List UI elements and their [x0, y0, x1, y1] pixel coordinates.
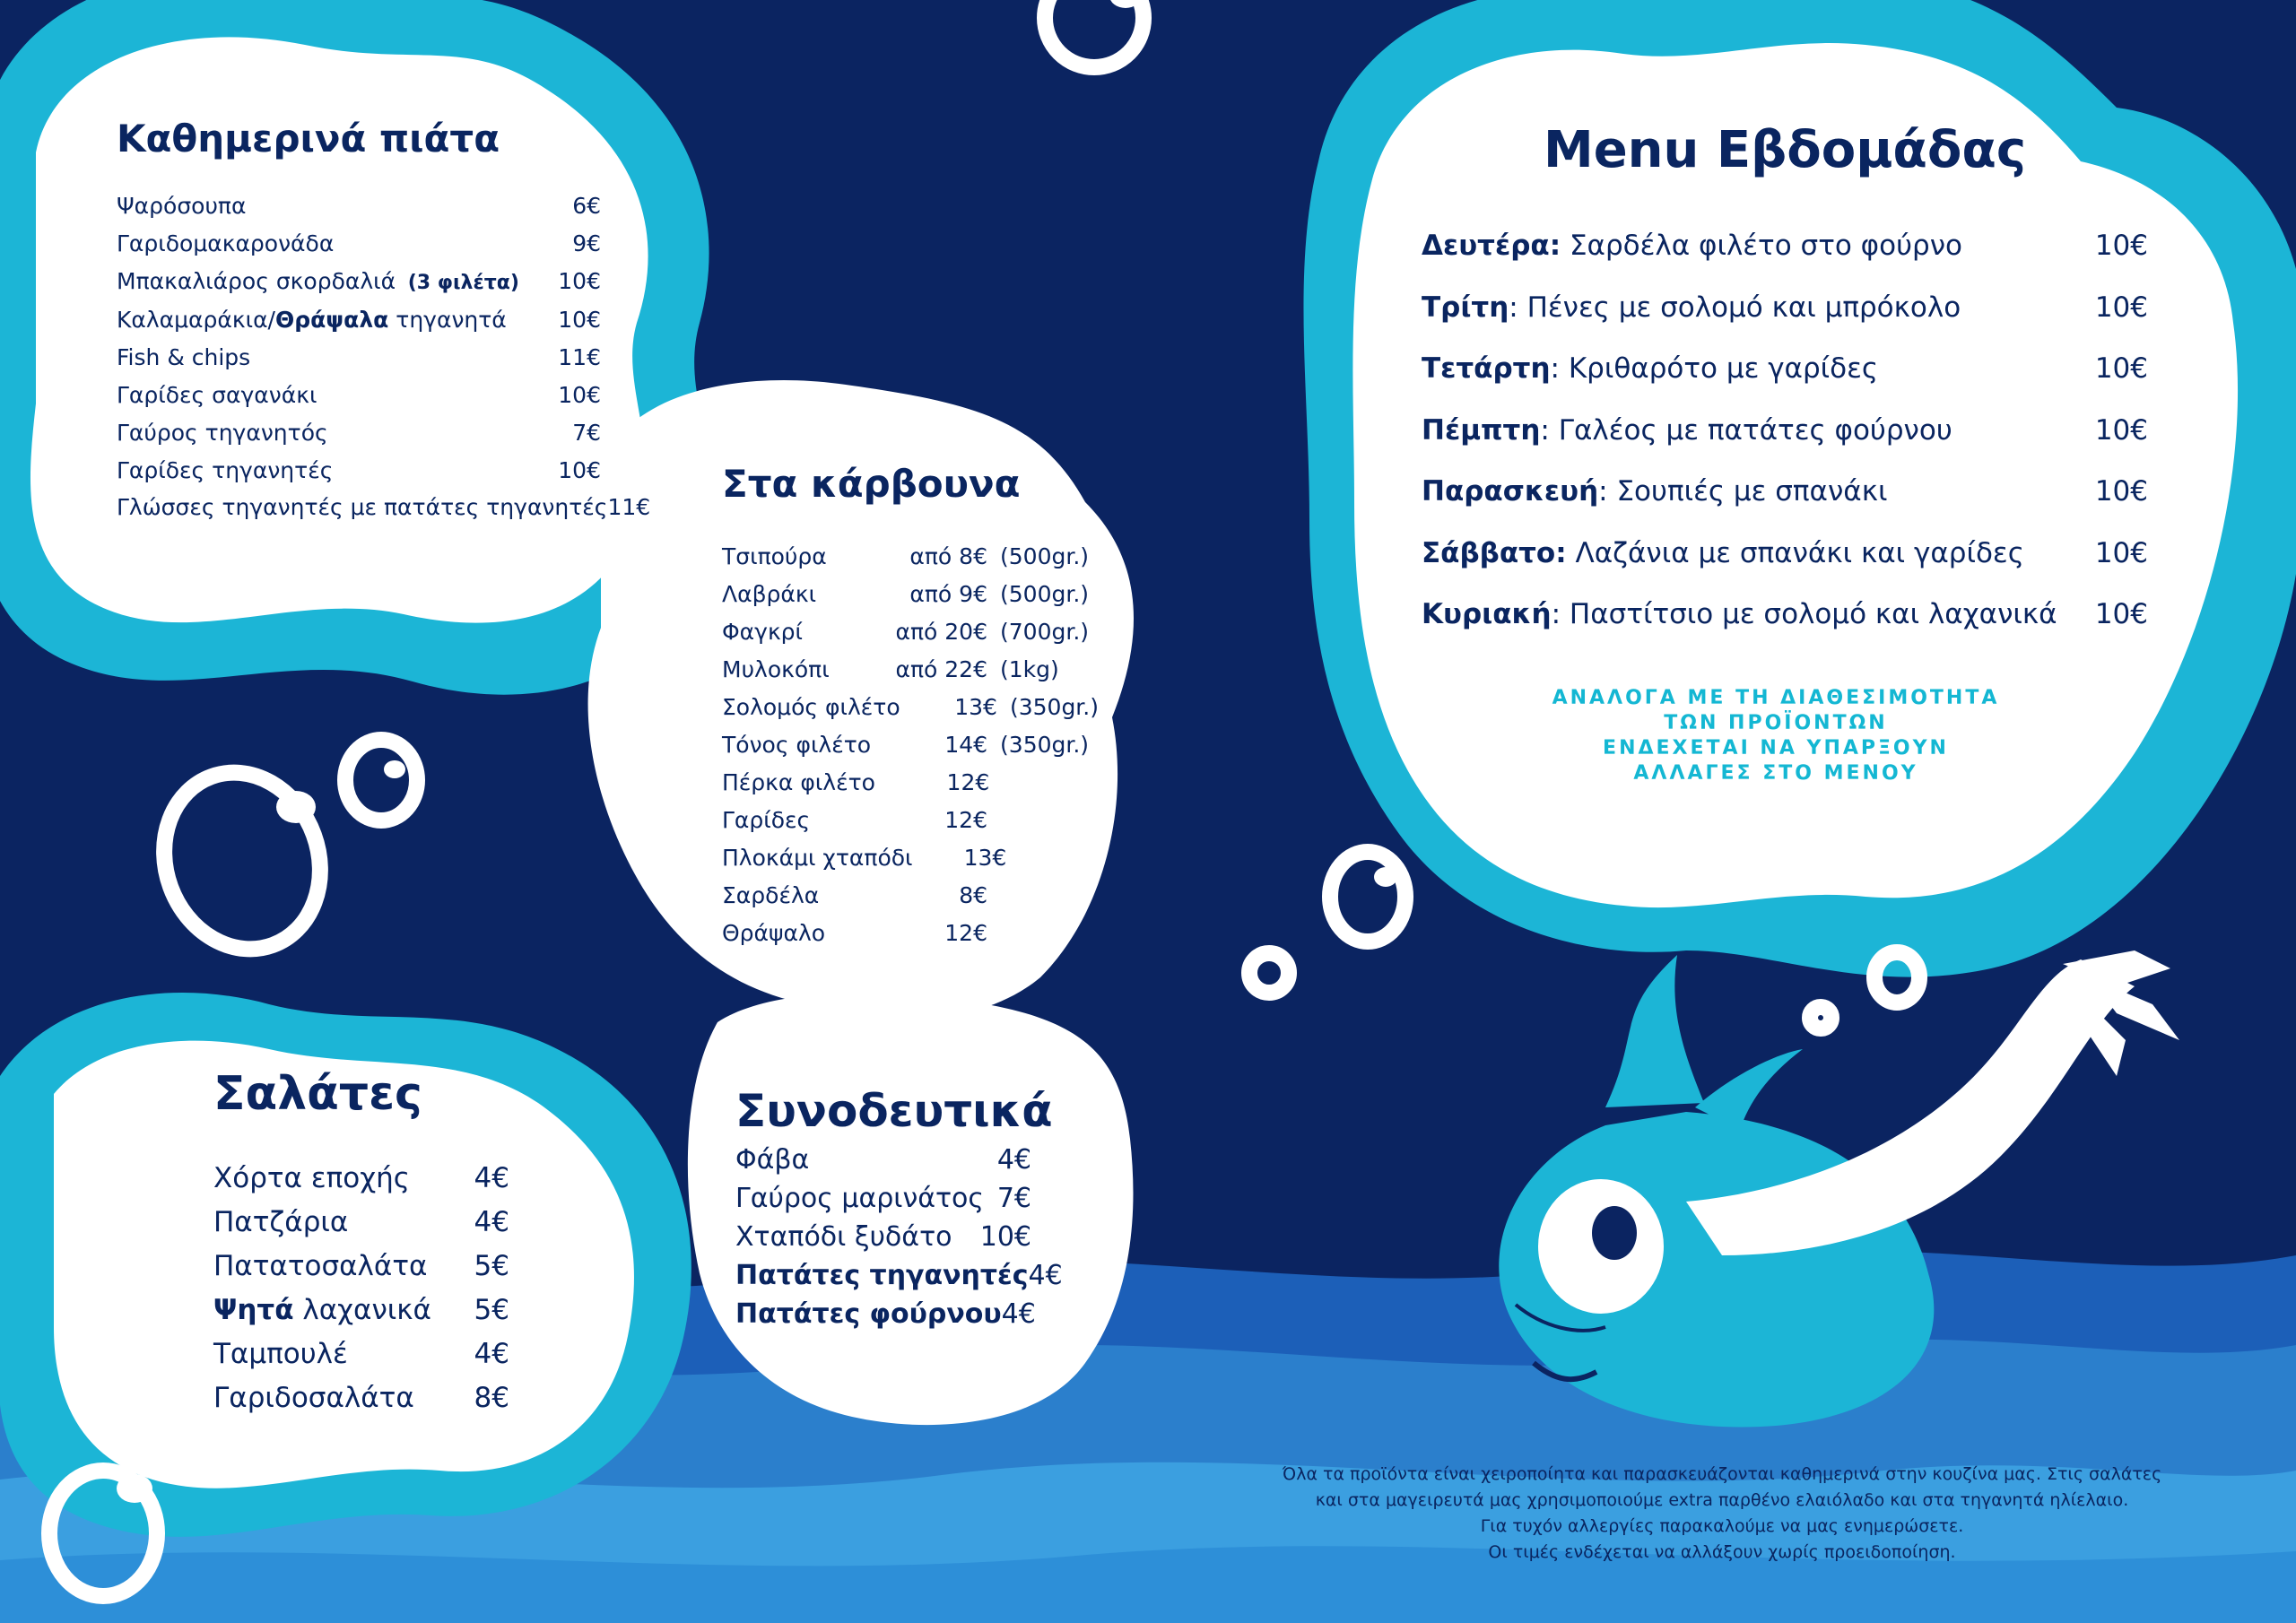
item-price: 5€ — [474, 1294, 509, 1326]
item-price: 10€ — [2094, 598, 2148, 630]
day-label: Τετάρτη — [1422, 352, 1551, 385]
item-price: 7€ — [996, 1183, 1031, 1214]
item-price: 10€ — [2094, 230, 2148, 262]
item-name: Λαβράκι — [722, 581, 817, 607]
item-name: Πλοκάμι χταπόδι — [722, 845, 913, 871]
item-price: από 20€ — [895, 619, 987, 645]
list-item — [735, 1179, 1031, 1218]
item-price: 13€ — [963, 845, 1007, 871]
item-name-bold: Ψητά — [213, 1294, 294, 1326]
list-item — [117, 489, 651, 526]
item-name: Πέμπτη: Γαλέος με πατάτες φούρνου — [1422, 413, 1952, 447]
item-price: 14€ — [944, 732, 988, 758]
list-item — [1422, 584, 2148, 646]
item-name: Fish & chips — [117, 344, 251, 371]
item-price: 4€ — [1028, 1260, 1063, 1291]
list-item — [117, 225, 601, 263]
list-item — [722, 651, 1099, 689]
item-price: 4€ — [474, 1338, 509, 1370]
item-price: 10€ — [558, 456, 601, 483]
item-name: Ψαρόσουπα — [117, 193, 247, 219]
item-price: 10€ — [558, 267, 601, 294]
item-price: 11€ — [607, 494, 651, 521]
item-name: Κυριακή: Παστίτσιο με σολομό και λαχανικά — [1422, 598, 2057, 630]
sides-list — [735, 1141, 1063, 1333]
item-name: Πατάτες τηγανητές — [735, 1260, 1029, 1291]
item-name: Ψητά λαχανικά — [213, 1294, 431, 1326]
item-price: από 8€ — [909, 543, 987, 569]
item-price: 6€ — [572, 193, 601, 219]
item-price: από 9€ — [909, 581, 987, 607]
item-weight: (1kg) — [1000, 656, 1059, 682]
list-item — [722, 689, 1099, 726]
list-item — [722, 538, 1099, 576]
item-price: 8€ — [474, 1382, 509, 1414]
list-item — [722, 802, 1099, 839]
notice-line: ΤΩΝ ΠΡΟΪΟΝΤΩΝ — [1664, 712, 1888, 734]
sides-section — [735, 1085, 1063, 1333]
item-weight: (500gr.) — [1000, 581, 1090, 607]
weekly-section — [1422, 121, 2148, 646]
item-price: 8€ — [959, 882, 987, 908]
list-item — [722, 877, 1099, 915]
list-item — [117, 414, 601, 452]
item-price: 4€ — [474, 1162, 509, 1194]
availability-notice — [1507, 686, 2045, 786]
item-name: Σαρδέλα — [722, 882, 820, 908]
list-item — [117, 377, 601, 414]
item-name: Γαριδομακαρονάδα — [117, 230, 335, 256]
item-name: Τσιπούρα — [722, 543, 827, 569]
item-name: Φαγκρί — [722, 619, 804, 645]
notice-line: ΕΝΔΕΧΕΤΑΙ ΝΑ ΥΠΑΡΞΟΥΝ — [1603, 737, 1949, 759]
item-price: 4€ — [996, 1144, 1031, 1176]
day-label: Παρασκευή — [1422, 475, 1599, 508]
list-item — [213, 1376, 509, 1420]
weekly-title: Menu Εβδομάδας — [1543, 121, 2027, 179]
item-name: Γαύρος τηγανητός — [117, 419, 328, 446]
footer-line: Για τυχόν αλλεργίες παρακαλούμε να μας ενημερώσετε. — [1480, 1516, 1964, 1536]
list-item — [213, 1289, 509, 1332]
list-item — [735, 1256, 1063, 1295]
item-name: Γαρίδες τηγανητές — [117, 456, 334, 483]
list-item — [722, 576, 1099, 613]
footer-line: και στα μαγειρευτά μας χρησιμοποιούμε extra παρθένο ελαιόλαδο και στα τηγανητά ηλίελαιο. — [1315, 1490, 2129, 1510]
sides-title: Συνοδευτικά — [735, 1085, 1053, 1137]
item-name: Τετάρτη: Κριθαρότο με γαρίδες — [1422, 352, 1879, 385]
item-name: Ταμπουλέ — [213, 1338, 348, 1370]
item-name: Τρίτη: Πένες με σολομό και μπρόκολο — [1422, 291, 1961, 324]
salads-title: Σαλάτες — [213, 1067, 422, 1121]
item-name: Θράψαλο — [722, 920, 826, 946]
item-name: Καλαμαράκια/Θράψαλα τηγανητά — [117, 307, 507, 334]
item-name: Πατάτες φούρνου — [735, 1298, 1002, 1330]
item-price: 10€ — [979, 1221, 1031, 1253]
list-item — [117, 301, 601, 339]
list-item — [722, 764, 1099, 802]
list-item — [1422, 400, 2148, 462]
list-item — [117, 187, 601, 225]
item-name: Γαρίδες — [722, 807, 811, 833]
item-price: 9€ — [572, 230, 601, 256]
item-weight: (350gr.) — [1000, 732, 1090, 758]
day-label: Σάββατο: — [1422, 536, 1567, 569]
item-name: Σάββατο: Λαζάνια με σπανάκι και γαρίδες — [1422, 536, 2024, 569]
item-weight: (700gr.) — [1000, 619, 1090, 645]
item-price: 4€ — [474, 1206, 509, 1238]
list-item — [117, 452, 601, 490]
list-item — [213, 1157, 509, 1201]
item-name: Γαριδοσαλάτα — [213, 1382, 414, 1414]
list-item — [722, 613, 1099, 651]
item-name: Παρασκευή: Σουπιές με σπανάκι — [1422, 475, 1888, 508]
item-price: 12€ — [944, 807, 987, 833]
item-price: 10€ — [2094, 352, 2148, 385]
item-price: 7€ — [572, 419, 601, 446]
footer-line: Όλα τα προϊόντα είναι χειροποίητα και παρασκευάζονται καθημερινά στην κουζίνα μας. Στις σαλάτες — [1282, 1464, 2162, 1484]
grill-title: Στα κάρβουνα — [722, 462, 1021, 506]
daily-title: Καθημερινά πιάτα — [117, 117, 500, 161]
item-name: Δευτέρα: Σαρδέλα φιλέτο στο φούρνο — [1422, 230, 1962, 262]
item-name: Μυλοκόπι — [722, 656, 830, 682]
salads-list — [213, 1157, 509, 1420]
item-name: Χόρτα εποχής — [213, 1162, 410, 1194]
list-item — [722, 915, 1099, 952]
list-item — [722, 726, 1099, 764]
item-price: 10€ — [558, 307, 601, 334]
item-price: 10€ — [558, 381, 601, 408]
list-item — [117, 263, 601, 302]
item-name: Γαρίδες σαγανάκι — [117, 381, 317, 408]
item-price: 10€ — [2094, 291, 2148, 324]
item-name: Μπακαλιάρος σκορδαλιά (3 φιλέτα) — [117, 267, 519, 294]
item-name: Τόνος φιλέτο — [722, 732, 872, 758]
notice-line: ΑΛΛΑΓΕΣ ΣΤΟ ΜΕΝΟΥ — [1633, 762, 1918, 785]
item-weight: (350gr.) — [1009, 694, 1099, 720]
item-price: 12€ — [944, 920, 987, 946]
list-item — [1422, 277, 2148, 339]
item-price: 12€ — [946, 769, 990, 795]
list-item — [213, 1332, 509, 1376]
item-price: 11€ — [558, 344, 601, 371]
list-item — [117, 339, 601, 377]
item-name: Γλώσσες τηγανητές με πατάτες τηγανητές — [117, 494, 608, 521]
item-price: 4€ — [1001, 1298, 1036, 1330]
item-price: 10€ — [2094, 475, 2148, 508]
footer-note — [1238, 1462, 2206, 1566]
footer-line: Οι τιμές ενδέχεται να αλλάξουν χωρίς προειδοποίηση. — [1488, 1542, 1956, 1562]
item-name: Φάβα — [735, 1144, 810, 1176]
list-item — [735, 1218, 1031, 1256]
grill-section — [722, 462, 1099, 952]
daily-section — [117, 117, 651, 526]
notice-line: ΑΝΑΛΟΓΑ ΜΕ ΤΗ ΔΙΑΘΕΣΙΜΟΤΗΤΑ — [1552, 687, 2000, 709]
day-label: Κυριακή — [1422, 598, 1552, 630]
item-name: Γαύρος μαρινάτος — [735, 1183, 985, 1214]
item-price: 10€ — [2094, 536, 2148, 569]
list-item — [735, 1295, 1036, 1333]
list-item — [1422, 461, 2148, 523]
day-label: Τρίτη — [1422, 291, 1509, 324]
item-note: (3 φιλέτα) — [401, 271, 519, 294]
day-label: Δευτέρα: — [1422, 230, 1561, 262]
item-name: Χταπόδι ξυδάτο — [735, 1221, 952, 1253]
item-price: 13€ — [954, 694, 997, 720]
item-name: Πέρκα φιλέτο — [722, 769, 875, 795]
item-name-bold: Θράψαλα — [274, 307, 389, 334]
item-price: 5€ — [474, 1250, 509, 1282]
item-price: από 22€ — [895, 656, 987, 682]
day-label: Πέμπτη — [1422, 413, 1541, 447]
list-item — [213, 1201, 509, 1245]
item-name: Σολομός φιλέτο — [722, 694, 900, 720]
list-item — [735, 1141, 1031, 1179]
daily-list — [117, 187, 651, 526]
list-item — [213, 1245, 509, 1289]
list-item — [722, 839, 1099, 877]
item-price: 10€ — [2094, 413, 2148, 447]
item-name: Πατατοσαλάτα — [213, 1250, 428, 1282]
grill-list — [722, 538, 1099, 952]
item-name: Πατζάρια — [213, 1206, 349, 1238]
list-item — [1422, 215, 2148, 277]
weekly-list — [1422, 215, 2148, 646]
list-item — [1422, 338, 2148, 400]
list-item — [1422, 523, 2148, 585]
item-weight: (500gr.) — [1000, 543, 1090, 569]
salads-section — [213, 1067, 509, 1420]
